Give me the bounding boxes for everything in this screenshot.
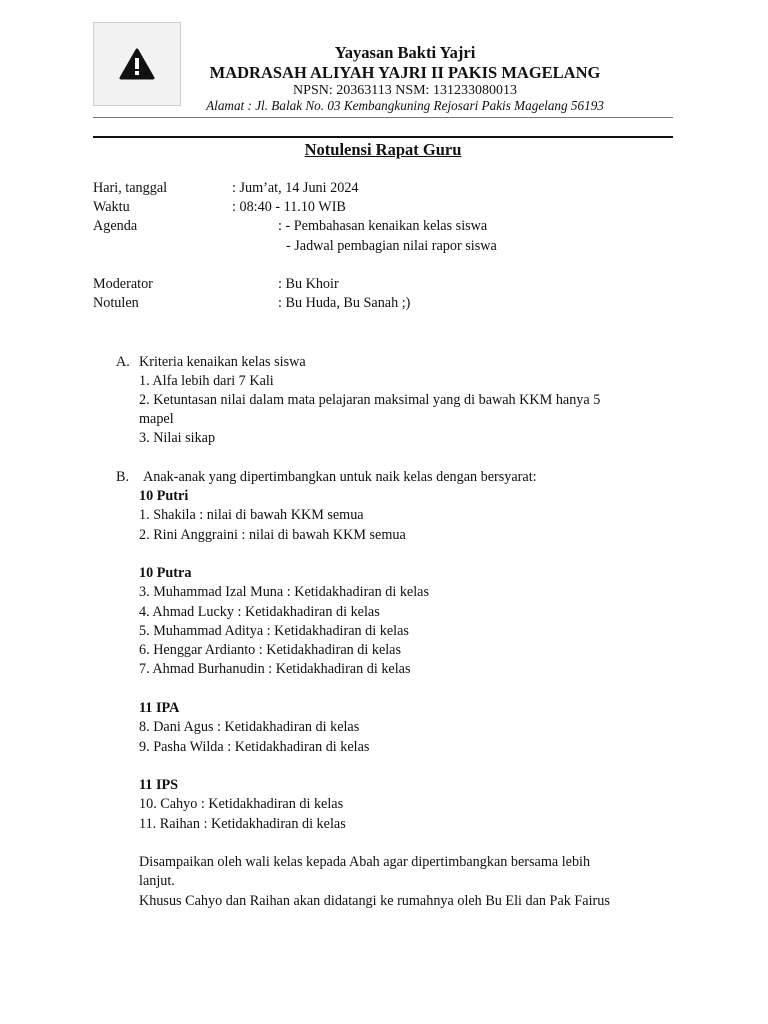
agenda-item: - Jadwal pembagian nilai rapor siswa	[286, 238, 497, 254]
moderator-value: : Bu Khoir	[278, 276, 339, 292]
closing-paragraph: Disampaikan oleh wali kelas kepada Abah agar dipertimbangkan bersama lebih	[139, 854, 591, 870]
list-item: 2. Rini Anggraini : nilai di bawah KKM semua	[139, 527, 406, 543]
list-item: 8. Dani Agus : Ketidakhadiran di kelas	[139, 719, 360, 735]
document-title: Notulensi Rapat Guru	[304, 140, 462, 159]
notulen-value: : Bu Huda, Bu Sanah ;)	[278, 295, 411, 311]
list-item: 9. Pasha Wilda : Ketidakhadiran di kelas	[139, 739, 370, 755]
school-name: MADRASAH ALIYAH YAJRI II PAKIS MAGELANG	[209, 63, 601, 82]
school-address: Alamat : Jl. Balak No. 03 Kembangkuning Rejosari Pakis Magelang 56193	[206, 98, 604, 113]
list-item: 7. Ahmad Burhanudin : Ketidakhadiran di kelas	[139, 661, 411, 677]
list-item-continuation: mapel	[139, 411, 174, 427]
section-a-heading: Kriteria kenaikan kelas siswa	[139, 354, 306, 370]
list-item: 6. Henggar Ardianto : Ketidakhadiran di kelas	[139, 642, 401, 658]
section-b-marker: B.	[116, 469, 130, 485]
list-item: 1. Alfa lebih dari 7 Kali	[139, 373, 274, 389]
moderator-label: Moderator	[93, 276, 153, 292]
list-item: 4. Ahmad Lucky : Ketidakhadiran di kelas	[139, 604, 380, 620]
agenda-item: : - Pembahasan kenaikan kelas siswa	[278, 218, 488, 234]
header-divider-thick	[93, 136, 673, 138]
group-heading: 10 Putra	[139, 565, 192, 581]
foundation-name: Yayasan Bakti Yajri	[334, 43, 476, 62]
notulen-label: Notulen	[93, 295, 139, 311]
time-label: Waktu	[93, 199, 130, 215]
time-value: : 08:40 - 11.10 WIB	[232, 199, 346, 215]
closing-note: Khusus Cahyo dan Raihan akan didatangi ke rumahnya oleh Bu Eli dan Pak Fairus	[139, 893, 610, 909]
section-a-marker: A.	[116, 354, 130, 370]
logo-placeholder	[93, 22, 181, 106]
list-item: 3. Nilai sikap	[139, 430, 216, 446]
list-item: 10. Cahyo : Ketidakhadiran di kelas	[139, 796, 344, 812]
group-heading: 10 Putri	[139, 488, 189, 504]
list-item: 11. Raihan : Ketidakhadiran di kelas	[139, 816, 346, 832]
header-divider-thin	[93, 117, 673, 118]
day-value: : Jum’at, 14 Juni 2024	[232, 180, 359, 196]
warning-icon	[119, 48, 155, 80]
section-b-heading: Anak-anak yang dipertimbangkan untuk naik kelas dengan bersyarat:	[143, 469, 537, 485]
group-heading: 11 IPS	[139, 777, 179, 793]
school-ids: NPSN: 20363113 NSM: 131233080013	[293, 83, 517, 98]
list-item: 2. Ketuntasan nilai dalam mata pelajaran maksimal yang di bawah KKM hanya 5	[139, 392, 601, 408]
closing-paragraph-continuation: lanjut.	[139, 873, 175, 889]
list-item: 5. Muhammad Aditya : Ketidakhadiran di kelas	[139, 623, 409, 639]
day-label: Hari, tanggal	[93, 180, 168, 196]
agenda-label: Agenda	[93, 218, 138, 234]
list-item: 1. Shakila : nilai di bawah KKM semua	[139, 507, 364, 523]
group-heading: 11 IPA	[139, 700, 180, 716]
list-item: 3. Muhammad Izal Muna : Ketidakhadiran di kelas	[139, 584, 429, 600]
